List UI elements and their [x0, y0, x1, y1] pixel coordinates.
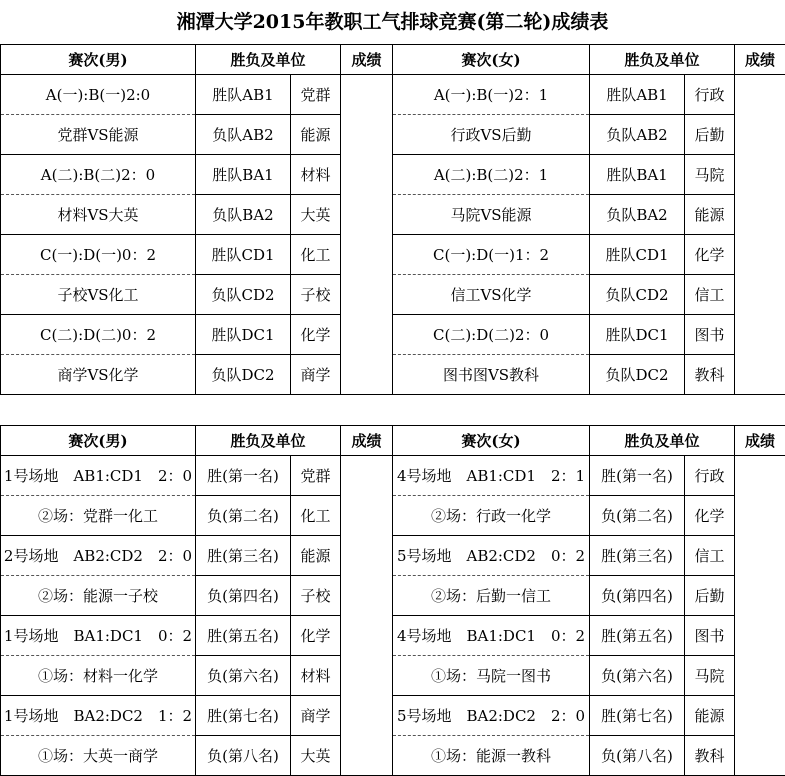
- men-loser-label: 负(第四名): [196, 576, 291, 616]
- women-score-cell: [735, 456, 785, 776]
- match-row-lower: [1, 576, 785, 616]
- men-loser-label: 负(第六名): [196, 656, 291, 696]
- women-matchup: ①场：能源一教科: [393, 736, 590, 776]
- women-winner-team: 图书: [685, 616, 735, 656]
- match-row-upper: [1, 616, 785, 656]
- men-winner-team: 材料: [291, 155, 341, 195]
- women-match-info: 5号场地 AB2:CD2 0：2: [393, 536, 590, 576]
- header-score: 成绩: [735, 426, 785, 456]
- men-match-info: A(二):B(二)2：0: [1, 155, 196, 195]
- header-round-women: 赛次(女): [393, 426, 590, 456]
- men-loser-label: 负(第八名): [196, 736, 291, 776]
- women-matchup: ①场：马院一图书: [393, 656, 590, 696]
- section-gap: [0, 391, 785, 425]
- women-loser-label: 负(第二名): [590, 496, 685, 536]
- men-matchup: ②场：能源一子校: [1, 576, 196, 616]
- men-matchup: 子校VS化工: [1, 275, 196, 315]
- women-loser-team: 教科: [685, 355, 735, 395]
- women-winner-label: 胜(第三名): [590, 536, 685, 576]
- men-winner-label: 胜(第一名): [196, 456, 291, 496]
- men-winner-label: 胜(第七名): [196, 696, 291, 736]
- women-winner-team: 行政: [685, 75, 735, 115]
- women-loser-team: 化学: [685, 496, 735, 536]
- men-score-cell: [341, 456, 393, 776]
- women-matchup: 行政VS后勤: [393, 115, 590, 155]
- women-loser-label: 负(第八名): [590, 736, 685, 776]
- women-winner-team: 信工: [685, 536, 735, 576]
- match-row-upper: [1, 696, 785, 736]
- men-loser-team: 大英: [291, 195, 341, 235]
- match-row-upper: [1, 536, 785, 576]
- men-matchup: ①场：材料一化学: [1, 656, 196, 696]
- men-loser-team: 材料: [291, 656, 341, 696]
- men-matchup: ②场：党群一化工: [1, 496, 196, 536]
- women-match-info: C(二):D(二)2：0: [393, 315, 590, 355]
- header-round-men: 赛次(男): [1, 426, 196, 456]
- women-matchup: ②场：行政一化学: [393, 496, 590, 536]
- women-loser-label: 负队DC2: [590, 355, 685, 395]
- match-row-upper: [1, 315, 785, 355]
- header-row: [1, 426, 785, 456]
- women-loser-label: 负(第六名): [590, 656, 685, 696]
- women-loser-team: 后勤: [685, 576, 735, 616]
- men-match-info: C(二):D(二)0：2: [1, 315, 196, 355]
- header-round-women: 赛次(女): [393, 45, 590, 75]
- men-matchup: ①场：大英一商学: [1, 736, 196, 776]
- women-matchup: 马院VS能源: [393, 195, 590, 235]
- men-winner-label: 胜队CD1: [196, 235, 291, 275]
- women-loser-team: 信工: [685, 275, 735, 315]
- women-winner-team: 化学: [685, 235, 735, 275]
- women-match-info: A(二):B(二)2：1: [393, 155, 590, 195]
- men-winner-label: 胜队DC1: [196, 315, 291, 355]
- men-loser-team: 化工: [291, 496, 341, 536]
- women-matchup: 图书图VS教科: [393, 355, 590, 395]
- men-winner-team: 党群: [291, 75, 341, 115]
- match-row-lower: [1, 656, 785, 696]
- men-match-info: C(一):D(一)0：2: [1, 235, 196, 275]
- header-score: 成绩: [341, 45, 393, 75]
- match-row-upper: [1, 456, 785, 496]
- men-loser-label: 负队CD2: [196, 275, 291, 315]
- men-match-info: 1号场地 AB1:CD1 2：0: [1, 456, 196, 496]
- women-loser-label: 负队CD2: [590, 275, 685, 315]
- women-loser-label: 负队AB2: [590, 115, 685, 155]
- match-row-lower: [1, 355, 785, 395]
- women-matchup: 信工VS化学: [393, 275, 590, 315]
- match-row-upper: [1, 75, 785, 115]
- women-score-cell: [735, 75, 785, 395]
- men-winner-team: 商学: [291, 696, 341, 736]
- women-match-info: C(一):D(一)1：2: [393, 235, 590, 275]
- women-winner-label: 胜队BA1: [590, 155, 685, 195]
- header-row: [1, 45, 785, 75]
- women-match-info: 4号场地 BA1:DC1 0：2: [393, 616, 590, 656]
- header-winloss: 胜负及单位: [196, 45, 341, 75]
- header-score: 成绩: [341, 426, 393, 456]
- women-matchup: ②场：后勤一信工: [393, 576, 590, 616]
- men-match-info: A(一):B(一)2:0: [1, 75, 196, 115]
- women-match-info: 5号场地 BA2:DC2 2：0: [393, 696, 590, 736]
- men-winner-label: 胜(第五名): [196, 616, 291, 656]
- men-winner-team: 化学: [291, 616, 341, 656]
- women-loser-team: 教科: [685, 736, 735, 776]
- header-winloss: 胜负及单位: [196, 426, 341, 456]
- men-winner-label: 胜(第三名): [196, 536, 291, 576]
- match-row-lower: [1, 115, 785, 155]
- header-score: 成绩: [735, 45, 785, 75]
- men-winner-label: 胜队AB1: [196, 75, 291, 115]
- men-winner-team: 化工: [291, 235, 341, 275]
- men-loser-team: 能源: [291, 115, 341, 155]
- men-winner-team: 化学: [291, 315, 341, 355]
- header-winloss: 胜负及单位: [590, 426, 735, 456]
- women-winner-label: 胜(第一名): [590, 456, 685, 496]
- women-winner-label: 胜(第七名): [590, 696, 685, 736]
- match-row-lower: [1, 195, 785, 235]
- men-loser-label: 负队DC2: [196, 355, 291, 395]
- women-loser-team: 后勤: [685, 115, 735, 155]
- women-loser-label: 负(第四名): [590, 576, 685, 616]
- women-winner-team: 能源: [685, 696, 735, 736]
- men-matchup: 商学VS化学: [1, 355, 196, 395]
- match-row-lower: [1, 736, 785, 776]
- men-loser-team: 子校: [291, 275, 341, 315]
- match-row-upper: [1, 235, 785, 275]
- women-winner-label: 胜队DC1: [590, 315, 685, 355]
- men-match-info: 2号场地 AB2:CD2 2：0: [1, 536, 196, 576]
- header-round-men: 赛次(男): [1, 45, 196, 75]
- match-row-lower: [1, 275, 785, 315]
- women-match-info: 4号场地 AB1:CD1 2：1: [393, 456, 590, 496]
- men-match-info: 1号场地 BA1:DC1 0：2: [1, 616, 196, 656]
- men-loser-team: 大英: [291, 736, 341, 776]
- men-winner-team: 能源: [291, 536, 341, 576]
- women-winner-label: 胜(第五名): [590, 616, 685, 656]
- men-matchup: 材料VS大英: [1, 195, 196, 235]
- men-loser-team: 商学: [291, 355, 341, 395]
- results-table-first-stage: [0, 44, 785, 395]
- women-loser-team: 马院: [685, 656, 735, 696]
- men-loser-label: 负队AB2: [196, 115, 291, 155]
- women-winner-label: 胜队AB1: [590, 75, 685, 115]
- women-match-info: A(一):B(一)2：1: [393, 75, 590, 115]
- results-table-ranking-stage: [0, 425, 785, 776]
- men-score-cell: [341, 75, 393, 395]
- men-loser-team: 子校: [291, 576, 341, 616]
- men-winner-label: 胜队BA1: [196, 155, 291, 195]
- women-loser-label: 负队BA2: [590, 195, 685, 235]
- header-winloss: 胜负及单位: [590, 45, 735, 75]
- match-row-upper: [1, 155, 785, 195]
- women-winner-label: 胜队CD1: [590, 235, 685, 275]
- women-winner-team: 图书: [685, 315, 735, 355]
- match-row-lower: [1, 496, 785, 536]
- men-match-info: 1号场地 BA2:DC2 1：2: [1, 696, 196, 736]
- women-loser-team: 能源: [685, 195, 735, 235]
- women-winner-team: 马院: [685, 155, 735, 195]
- women-winner-team: 行政: [685, 456, 735, 496]
- men-loser-label: 负队BA2: [196, 195, 291, 235]
- men-matchup: 党群VS能源: [1, 115, 196, 155]
- men-winner-team: 党群: [291, 456, 341, 496]
- page-title: 湘潭大学2015年教职工气排球竞赛(第二轮)成绩表: [0, 0, 785, 44]
- men-loser-label: 负(第二名): [196, 496, 291, 536]
